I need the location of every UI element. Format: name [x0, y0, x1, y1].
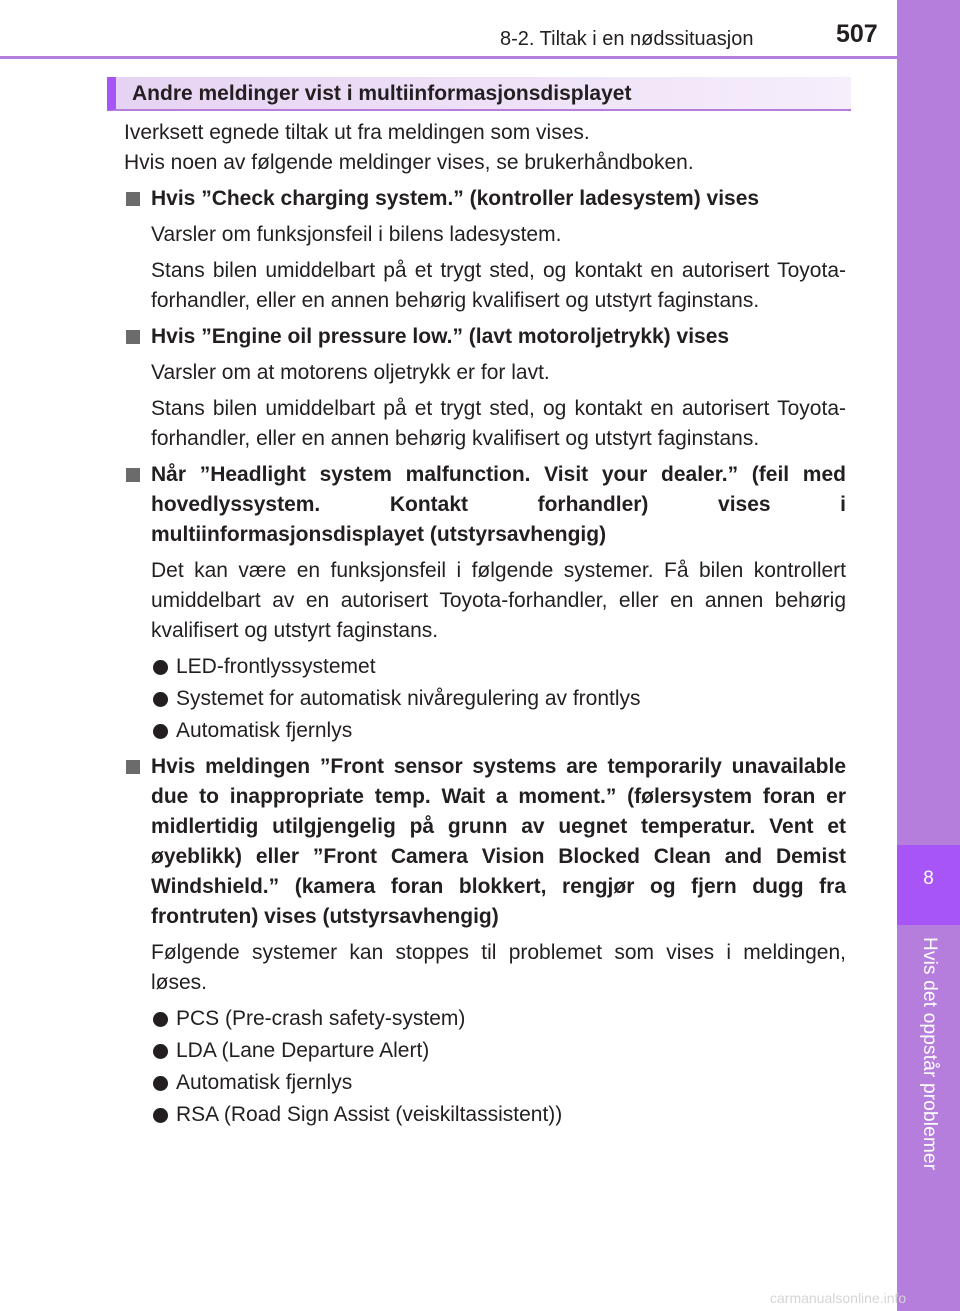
section-title: 8-2. Tiltak i en nødssituasjon [500, 28, 754, 50]
list-item [124, 1036, 846, 1066]
message-sections [124, 184, 846, 1130]
message-section [124, 752, 846, 1130]
message-paragraph: Stans bilen umiddelbart på et trygt sted, og kontakt en autorisert Toyota-forhandler, eller en annen behørig kvalifisert og utstyrt faginstans. [151, 397, 846, 450]
message-heading-text: Hvis ”Check charging system.” (kontroller ladesystem) vises [151, 187, 760, 210]
list-item [124, 684, 846, 714]
list-item-text: LDA (Lane Departure Alert) [176, 1039, 430, 1062]
message-heading-text: Når ”Headlight system malfunction. Visit your dealer.” (feil med hovedlyssystem. Kontakt forhandler) vises i multiinformasjonsdisplayet (utstyrsavhengig) [151, 463, 846, 546]
message-paragraph: Stans bilen umiddelbart på et trygt sted, og kontakt en autorisert Toyota-forhandler, eller en annen behørig kvalifisert og utstyrt faginstans. [151, 259, 846, 312]
message-paragraph: Følgende systemer kan stoppes til problemet som vises i meldingen, løses. [151, 941, 846, 994]
square-bullet-icon [126, 192, 140, 206]
message-section [124, 322, 846, 454]
list-item-text: PCS (Pre-crash safety-system) [176, 1007, 466, 1030]
list-item-text: Automatisk fjernlys [176, 1071, 353, 1094]
list-item [124, 652, 846, 682]
list-item-text: Automatisk fjernlys [176, 719, 353, 742]
page-number: 507 [836, 20, 878, 48]
watermark: carmanualsonline.info [770, 1290, 907, 1306]
chapter-title: Hvis det oppstår problemer [919, 937, 940, 1171]
round-bullet-icon [153, 1076, 168, 1091]
header-rule [0, 56, 897, 59]
list-item [124, 1100, 846, 1130]
message-heading [124, 460, 846, 550]
message-heading [124, 752, 846, 932]
message-section [124, 460, 846, 746]
message-heading [124, 322, 846, 352]
square-bullet-icon [126, 330, 140, 344]
round-bullet-icon [153, 724, 168, 739]
message-paragraph: Det kan være en funksjonsfeil i følgende systemer. Få bilen kontrollert umiddelbart av en autorisert Toyota-forhandler, eller en annen behørig kvalifisert og utstyrt faginstans. [151, 559, 846, 642]
intro-line: Iverksett egnede tiltak ut fra meldingen som vises. [124, 121, 590, 144]
intro [124, 118, 846, 178]
message-section [124, 184, 846, 316]
round-bullet-icon [153, 692, 168, 707]
square-bullet-icon [126, 760, 140, 774]
list-item-text: Systemet for automatisk nivåregulering av frontlys [176, 687, 641, 710]
list-item-text: LED-frontlyssystemet [176, 655, 376, 678]
message-heading [124, 184, 846, 214]
message-heading-text: Hvis meldingen ”Front sensor systems are temporarily unavailable due to inappropriate temp. Wait a moment.” (følersystem foran er midlertidig utilgjengelig på grunn av uegnet temperatur. Vent et øyeblikk) eller ”Front Camera Vision Blocked Clean and Demist Windshield.” (kamera foran blokkert, rengjør og fjern dugg fra frontruten) vises (utstyrsavhengig) [151, 755, 846, 928]
message-paragraph: Varsler om funksjonsfeil i bilens ladesystem. [151, 223, 562, 246]
list-item [124, 716, 846, 746]
message-heading-text: Hvis ”Engine oil pressure low.” (lavt motoroljetrykk) vises [151, 325, 730, 348]
message-paragraph: Varsler om at motorens oljetrykk er for lavt. [151, 361, 550, 384]
round-bullet-icon [153, 1012, 168, 1027]
section-heading: Andre meldinger vist i multiinformasjonsdisplayet [132, 82, 632, 105]
page-content [124, 118, 846, 1132]
round-bullet-icon [153, 660, 168, 675]
list-item-text: RSA (Road Sign Assist (veiskiltassistent)) [176, 1103, 563, 1126]
list-item [124, 1004, 846, 1034]
round-bullet-icon [153, 1108, 168, 1123]
chapter-number: 8 [923, 868, 934, 889]
square-bullet-icon [126, 468, 140, 482]
section-heading-bar [107, 77, 851, 111]
round-bullet-icon [153, 1044, 168, 1059]
list-item [124, 1068, 846, 1098]
intro-line: Hvis noen av følgende meldinger vises, se brukerhåndboken. [124, 151, 694, 174]
